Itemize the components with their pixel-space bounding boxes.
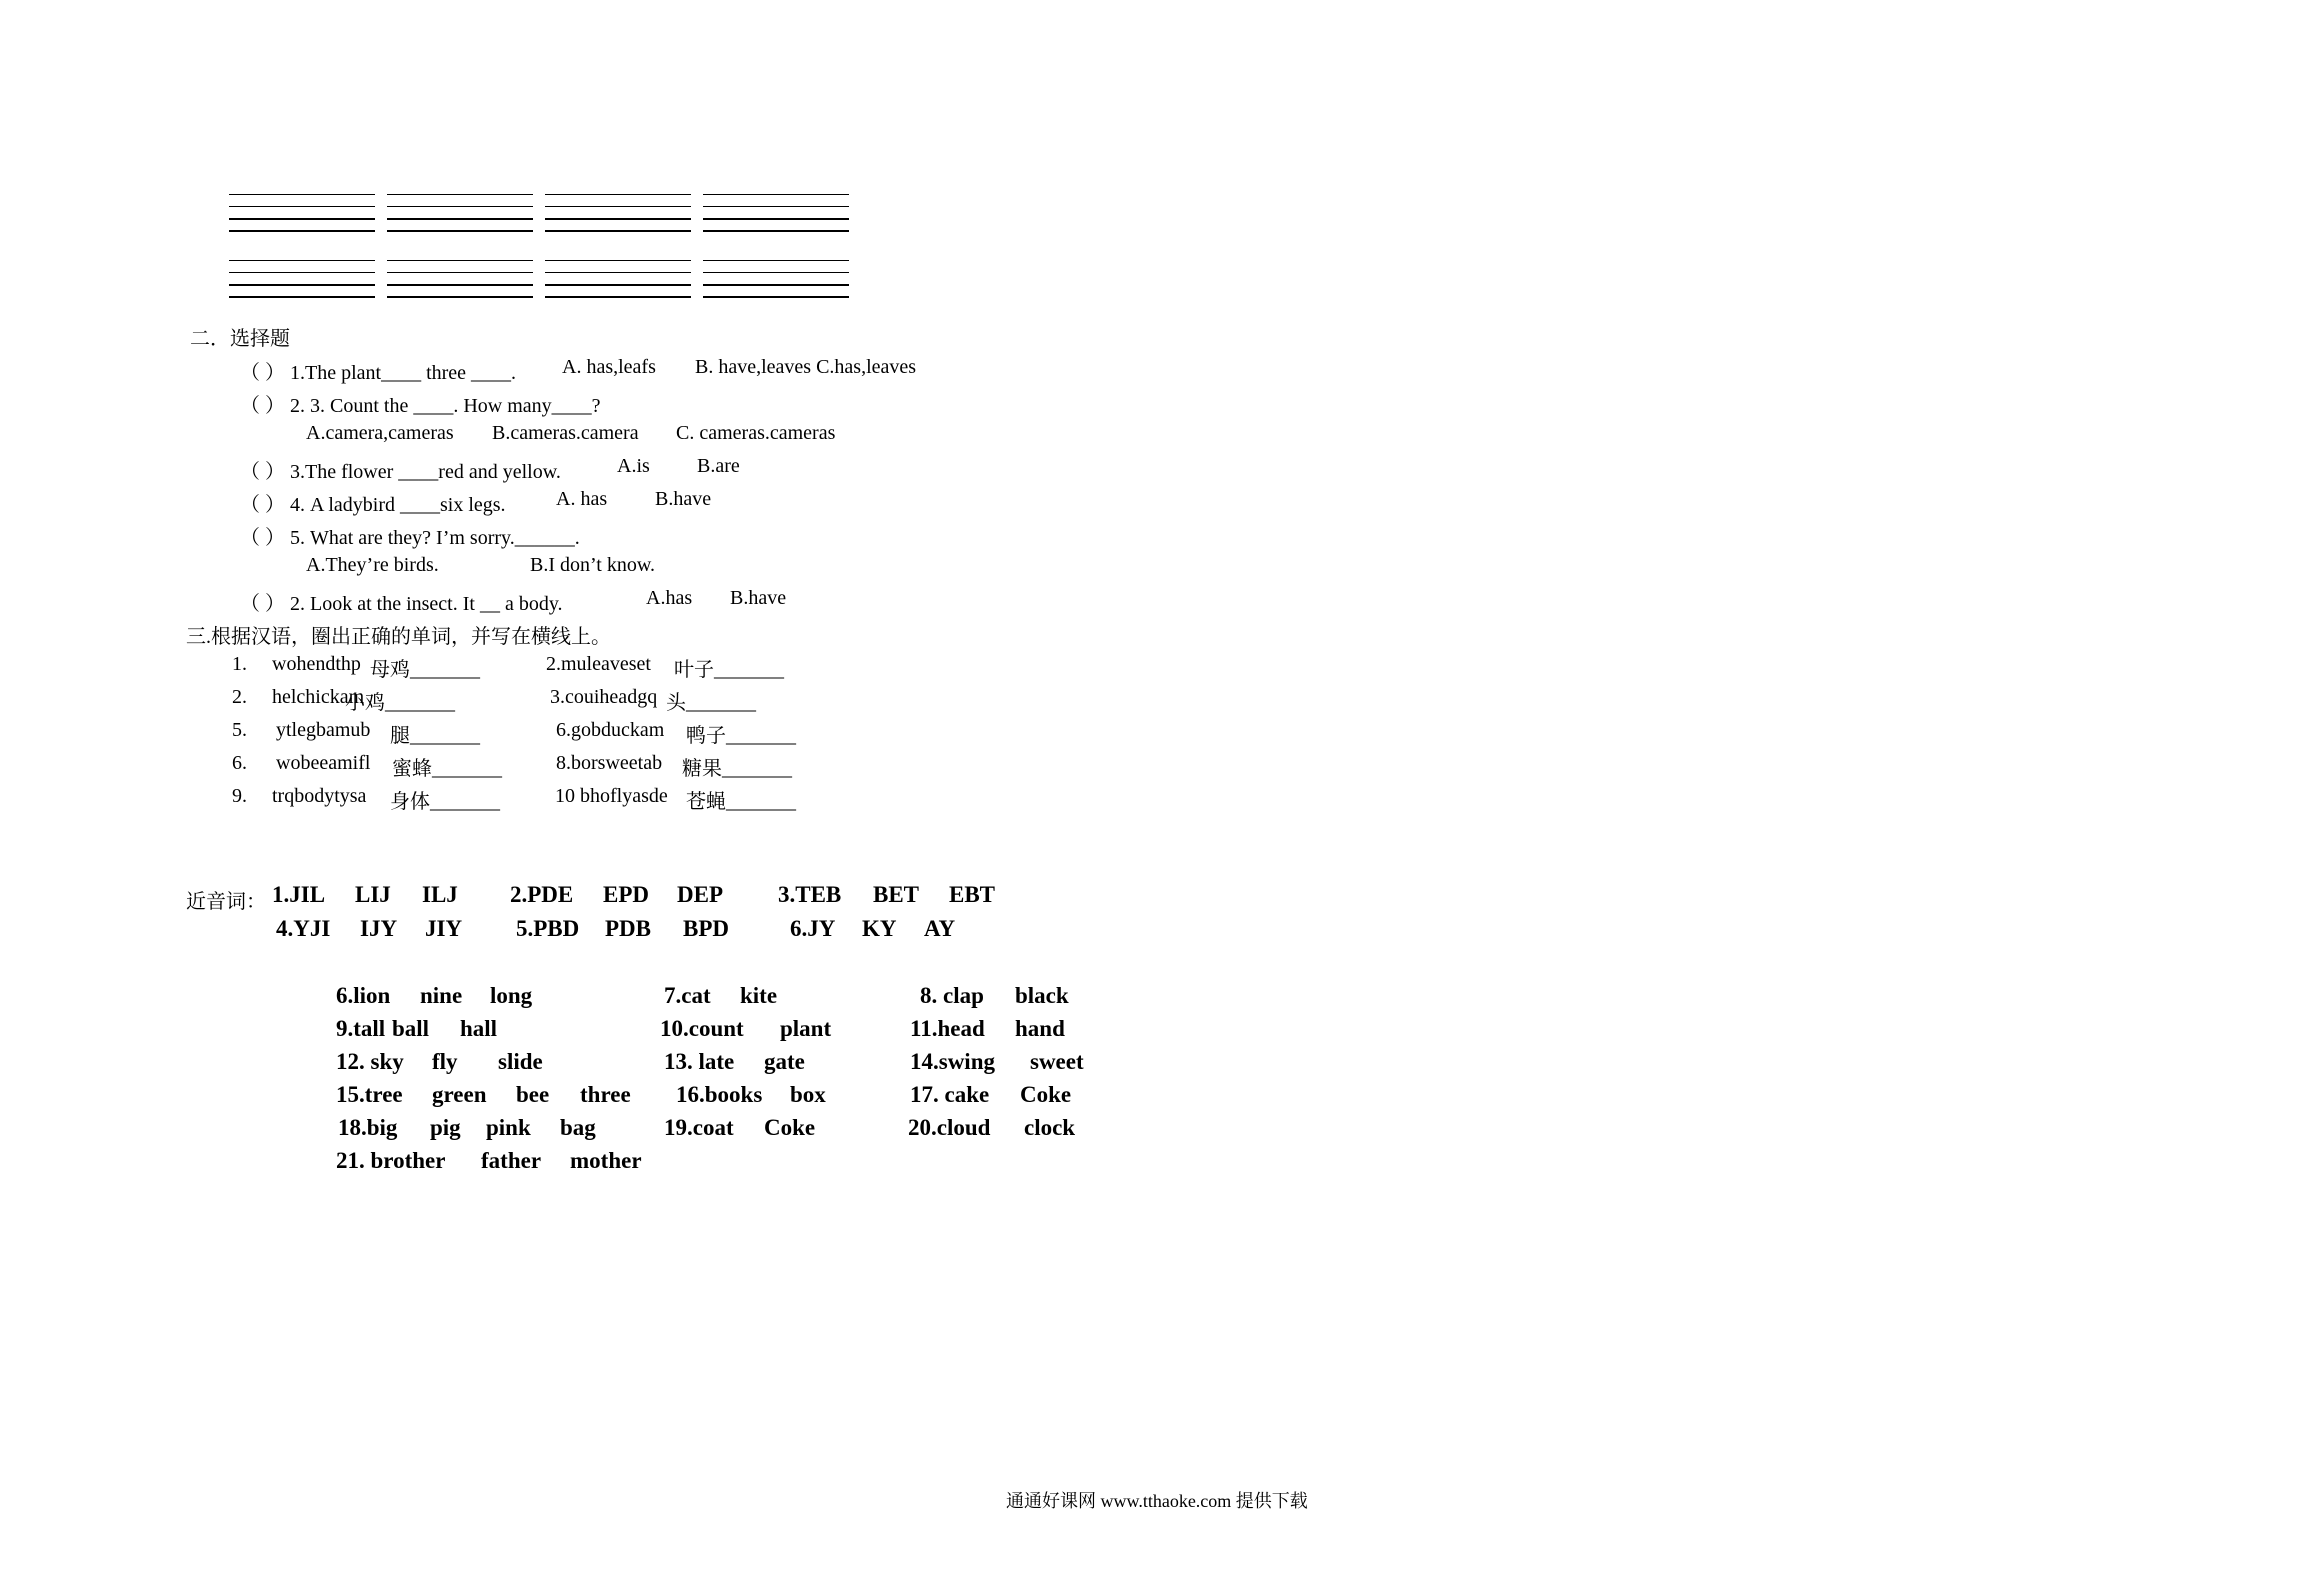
section2-title: 二．选择题 <box>190 328 290 350</box>
phonics-item: 4.YJI <box>276 916 331 941</box>
letter-string: 8.borsweetab <box>556 752 663 774</box>
writing-line <box>387 260 533 261</box>
rhyme-word: 9.tall <box>336 1016 386 1041</box>
writing-line <box>387 296 533 298</box>
item-number: 1. <box>232 653 247 675</box>
phonics-item: 5.PBD <box>516 916 580 941</box>
option-a: A. has <box>556 488 608 510</box>
writing-line <box>545 194 691 195</box>
rhyme-word: 11.head <box>910 1016 985 1041</box>
writing-line <box>703 296 849 298</box>
rhyme-word: long <box>490 983 533 1008</box>
rhyme-word: bag <box>560 1115 596 1140</box>
phonics-item: EPD <box>603 882 649 907</box>
four-line-block <box>545 260 691 300</box>
option-b: B.have <box>655 488 712 510</box>
rhyme-word: 19.coat <box>664 1115 734 1140</box>
rhyme-word: 15.tree <box>336 1082 403 1107</box>
rhyme-word: gate <box>764 1049 805 1074</box>
rhyme-word: green <box>432 1082 487 1107</box>
question-text: 2. Look at the insect. It __ a body. <box>290 593 563 615</box>
writing-line <box>545 260 691 261</box>
rhyme-word: Coke <box>764 1115 816 1140</box>
option-b: B.are <box>697 455 740 477</box>
rhyme-word: 10.count <box>660 1016 744 1041</box>
chinese-hint-answer[interactable]: 腿_______ <box>390 725 480 747</box>
writing-line <box>703 194 849 195</box>
rhyme-word: three <box>580 1082 631 1107</box>
question-3 <box>240 455 561 484</box>
phonics-label: 近音词： <box>186 891 266 913</box>
question-6 <box>240 587 563 616</box>
rhyme-word: 20.cloud <box>908 1115 991 1140</box>
rhyme-word: fly <box>432 1049 458 1074</box>
footer-text: 通通好课网 www.tthaoke.com 提供下载 <box>1006 1491 1308 1511</box>
writing-line <box>703 260 849 261</box>
rhyme-word: 18.big <box>338 1115 398 1140</box>
letter-string: 10 bhoflyasde <box>555 785 668 807</box>
question-text: 5. What are they? I’m sorry.______. <box>290 527 580 549</box>
four-line-block <box>703 194 849 234</box>
writing-line <box>387 206 533 207</box>
item-number: 2. <box>232 686 247 708</box>
phonics-item: ILJ <box>422 882 458 907</box>
option-a: A. has,leafs <box>562 356 656 378</box>
option-b: B.cameras.camera <box>492 422 639 444</box>
item-number: 5. <box>232 719 247 741</box>
four-line-block <box>229 260 375 300</box>
phonics-item: BPD <box>683 916 729 941</box>
answer-paren[interactable]: （ ） <box>240 494 285 516</box>
chinese-hint-answer[interactable]: 苍蝇_______ <box>686 791 796 813</box>
rhyme-word: mother <box>570 1148 642 1173</box>
rhyme-word: nine <box>420 983 463 1008</box>
writing-line <box>545 218 691 220</box>
writing-line <box>229 206 375 207</box>
four-line-block <box>703 260 849 300</box>
writing-line <box>387 284 533 286</box>
answer-paren[interactable]: （ ） <box>240 593 285 615</box>
letter-string: wohendthp <box>272 653 361 675</box>
writing-line <box>703 230 849 232</box>
chinese-hint-answer[interactable]: 叶子_______ <box>674 659 784 681</box>
item-number: 9. <box>232 785 247 807</box>
item-number: 6. <box>232 752 247 774</box>
rhyme-word: sweet <box>1030 1049 1084 1074</box>
rhyme-word: black <box>1015 983 1069 1008</box>
option-c: C. cameras.cameras <box>676 422 836 444</box>
writing-line <box>545 230 691 232</box>
writing-line <box>703 218 849 220</box>
writing-line <box>229 296 375 298</box>
writing-line <box>387 230 533 232</box>
chinese-hint-answer[interactable]: 头_______ <box>666 692 756 714</box>
letter-string: 2.muleaveset <box>546 653 651 675</box>
four-line-block <box>229 194 375 234</box>
writing-line <box>387 272 533 273</box>
writing-line <box>703 272 849 273</box>
answer-paren[interactable]: （ ） <box>240 527 285 549</box>
question-1 <box>240 356 516 385</box>
rhyme-word: 7.cat <box>664 983 711 1008</box>
rhyme-word: 6.lion <box>336 983 391 1008</box>
rhyme-word: 14.swing <box>910 1049 995 1074</box>
writing-line <box>229 260 375 261</box>
writing-line <box>229 284 375 286</box>
phonics-item: 2.PDE <box>510 882 574 907</box>
rhyme-word: clock <box>1024 1115 1076 1140</box>
chinese-hint-answer[interactable]: 小鸡_______ <box>345 692 455 714</box>
rhyme-word: 12. sky <box>336 1049 404 1074</box>
four-line-block <box>387 194 533 234</box>
writing-line <box>545 272 691 273</box>
rhyme-word: box <box>790 1082 826 1107</box>
rhyme-word: hand <box>1015 1016 1065 1041</box>
phonics-item: 6.JY <box>790 916 836 941</box>
writing-line <box>703 206 849 207</box>
rhyme-word: 16.books <box>676 1082 763 1107</box>
rhyme-word: bee <box>516 1082 550 1107</box>
question-4 <box>240 488 506 517</box>
rhyme-word: plant <box>780 1016 832 1041</box>
question-text: 4. A ladybird ____six legs. <box>290 494 506 516</box>
phonics-item: LIJ <box>355 882 391 907</box>
chinese-hint-answer[interactable]: 身体_______ <box>390 791 500 813</box>
phonics-item: 1.JIL <box>272 882 326 907</box>
writing-line <box>387 194 533 195</box>
phonics-item: IJY <box>360 916 398 941</box>
rhyme-word: 21. brother <box>336 1148 446 1173</box>
chinese-hint-answer[interactable]: 母鸡_______ <box>370 659 480 681</box>
writing-line <box>229 194 375 195</box>
chinese-hint-answer[interactable]: 糖果_______ <box>682 758 792 780</box>
rhyme-word: kite <box>740 983 778 1008</box>
rhyme-word: Coke <box>1020 1082 1072 1107</box>
rhyme-word: hall <box>460 1016 498 1041</box>
chinese-hint-answer[interactable]: 蜜蜂_______ <box>392 758 502 780</box>
question-text: 1.The plant____ three ____. <box>290 362 517 384</box>
option-a: A.has <box>646 587 693 609</box>
rhyme-word: pink <box>486 1115 531 1140</box>
option-b: B. have,leaves C.has,leaves <box>695 356 917 378</box>
phonics-item: PDB <box>605 916 651 941</box>
letter-string: helchickam <box>272 686 365 708</box>
writing-line <box>703 284 849 286</box>
phonics-item: DEP <box>677 882 723 907</box>
writing-line <box>229 272 375 273</box>
rhyme-word: 8. clap <box>920 983 984 1008</box>
phonics-item: AY <box>924 916 956 941</box>
writing-line <box>545 206 691 207</box>
rhyme-word: father <box>481 1148 542 1173</box>
four-line-block <box>545 194 691 234</box>
rhyme-word: slide <box>498 1049 543 1074</box>
phonics-item: EBT <box>949 882 996 907</box>
writing-line <box>229 218 375 220</box>
question-text: 3.The flower ____red and yellow. <box>290 461 561 483</box>
rhyme-word: 17. cake <box>910 1082 990 1107</box>
rhyme-word: 13. late <box>664 1049 735 1074</box>
option-b: B.I don’t know. <box>530 554 655 576</box>
letter-string: trqbodytysa <box>272 785 367 807</box>
question-2 <box>240 389 601 418</box>
option-a: A.camera,cameras <box>306 422 454 444</box>
question-text: 2. 3. Count the ____. How many____? <box>290 395 601 417</box>
section3-title: 三.根据汉语，圈出正确的单词，并写在横线上。 <box>186 626 611 648</box>
writing-line <box>387 218 533 220</box>
letter-string: ytlegbamub <box>276 719 371 741</box>
phonics-item: BET <box>873 882 920 907</box>
letter-string: 6.gobduckam <box>556 719 665 741</box>
option-a: A.is <box>617 455 650 477</box>
phonics-item: KY <box>862 916 897 941</box>
question-5 <box>240 521 580 550</box>
four-line-block <box>387 260 533 300</box>
answer-paren[interactable]: （ ） <box>240 395 285 417</box>
phonics-item: JIY <box>425 916 463 941</box>
writing-line <box>545 296 691 298</box>
writing-line <box>229 230 375 232</box>
chinese-hint-answer[interactable]: 鸭子_______ <box>686 725 796 747</box>
writing-line <box>545 284 691 286</box>
answer-paren[interactable]: （ ） <box>240 461 285 483</box>
rhyme-word: pig <box>430 1115 461 1140</box>
option-a: A.They’re birds. <box>306 554 439 576</box>
answer-paren[interactable]: （ ） <box>240 362 285 384</box>
phonics-item: 3.TEB <box>778 882 842 907</box>
option-b: B.have <box>730 587 787 609</box>
rhyme-word: ball <box>392 1016 430 1041</box>
letter-string: wobeeamifl <box>276 752 371 774</box>
letter-string: 3.couiheadgq <box>550 686 658 708</box>
